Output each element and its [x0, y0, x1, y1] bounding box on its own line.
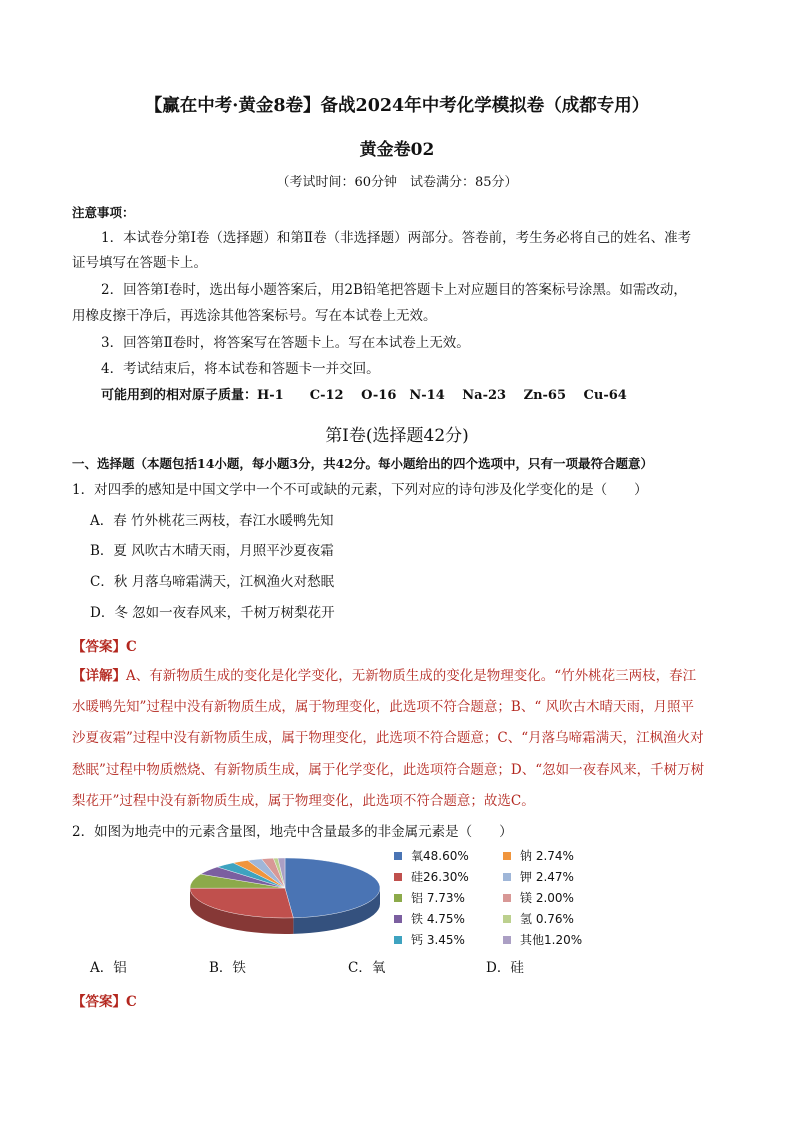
q1-answer: 【答案】C	[72, 639, 137, 655]
legend-label: 氢 0.76%	[520, 912, 574, 926]
notice-item-2-line-1: 2．回答第Ⅰ卷时，选出每小题答案后，用2B铅笔把答题卡上对应题目的答案标号涂黑。如需改动，	[101, 282, 687, 298]
notice-item-3: 3．回答第Ⅱ卷时，将答案写在答题卡上。写在本试卷上无效。	[101, 335, 470, 351]
exam-info: （考试时间：60分钟 试卷满分：85分）	[276, 175, 518, 190]
q1-detail-line-5: 梨花开”过程中没有新物质生成，属于物理变化，此选项不符合题意；故选C。	[72, 793, 535, 809]
legend-swatch	[394, 915, 402, 923]
legend-label: 硅26.30%	[411, 870, 469, 884]
legend-label: 氧48.60%	[411, 849, 469, 863]
notice-item-1-line-2: 证号填写在答题卡上。	[72, 255, 207, 271]
legend-entry	[394, 868, 469, 885]
legend-entry	[394, 931, 465, 948]
legend-label: 钠 2.74%	[520, 849, 574, 863]
q2-option-c: C．氧	[348, 960, 386, 976]
notice-item-1-line-1: 1．本试卷分第Ⅰ卷（选择题）和第Ⅱ卷（非选择题）两部分。答卷前，考生务必将自己的姓名、准考	[101, 230, 692, 246]
q1-detail-line-4: 愁眠”过程中物质燃烧、有新物质生成，属于化学变化，此选项符合题意；D、“忽如一夜春风来，千树万树	[72, 762, 705, 778]
q1-detail-line-3: 沙夏夜霜”过程中没有新物质生成，属于物理变化，此选项不符合题意；C、“月落乌啼霜满天，江枫渔火对	[72, 730, 704, 746]
legend-label: 铝 7.73%	[411, 891, 465, 905]
legend-label: 钙 3.45%	[411, 933, 465, 947]
q1-stem: 1．对四季的感知是中国文学中一个不可或缺的元素，下列对应的诗句涉及化学变化的是（ ）	[72, 482, 648, 498]
q1-detail-line-2: 水暖鸭先知”过程中没有新物质生成，属于物理变化，此选项不符合题意；B、“ 风吹古木晴天雨，月照平	[72, 699, 695, 715]
legend-swatch	[394, 936, 402, 944]
legend-swatch	[394, 894, 402, 902]
q2-stem: 2．如图为地壳中的元素含量图，地壳中含量最多的非金属元素是（ ）	[72, 824, 513, 840]
q1-detail-text-1: A、有新物质生成的变化是化学变化，无新物质生成的变化是物理变化。“竹外桃花三两枝，春江	[126, 668, 697, 684]
legend-entry	[394, 847, 469, 864]
q1-option-a: A．春 竹外桃花三两枝，春江水暖鸭先知	[90, 513, 334, 529]
notice-item-4: 4．考试结束后，将本试卷和答题卡一并交回。	[101, 361, 380, 377]
legend-swatch	[394, 873, 402, 881]
legend-swatch	[503, 915, 511, 923]
q1-detail-label: 【详解】	[72, 668, 126, 684]
q2-option-d: D．硅	[486, 960, 524, 976]
legend-swatch	[503, 894, 511, 902]
legend-label: 其他1.20%	[520, 933, 583, 947]
exam-title: 【赢在中考·黄金8卷】备战2024年中考化学模拟卷（成都专用）	[144, 96, 650, 116]
legend-swatch	[503, 936, 511, 944]
notice-heading: 注意事项：	[72, 205, 135, 220]
q2-option-a: A．铝	[90, 960, 127, 976]
q2-answer: 【答案】C	[72, 994, 137, 1010]
legend-swatch	[503, 873, 511, 881]
legend-label: 铁 4.75%	[411, 912, 465, 926]
atomic-mass-line: 可能用到的相对原子质量：H-1 C-12 O-16 N-14 Na-23 Zn-65 Cu-64	[101, 388, 627, 403]
element-content-pie-chart	[180, 850, 390, 950]
legend-swatch	[394, 852, 402, 860]
legend-entry	[503, 931, 582, 948]
legend-entry	[503, 889, 574, 906]
q2-option-b: B．铁	[209, 960, 246, 976]
q1-option-b: B．夏 风吹古木晴天雨，月照平沙夏夜霜	[90, 543, 334, 559]
notice-item-2-line-2: 用橡皮擦干净后，再选涂其他答案标号。写在本试卷上无效。	[72, 308, 437, 324]
legend-label: 镁 2.00%	[520, 891, 574, 905]
legend-entry	[394, 910, 465, 927]
section-instruction: 一、选择题（本题包括14小题，每小题3分，共42分。每小题给出的四个选项中，只有一项最符合题意）	[72, 456, 653, 471]
q1-option-c: C．秋 月落乌啼霜满天，江枫渔火对愁眠	[90, 574, 335, 590]
legend-swatch	[503, 852, 511, 860]
section-title: 第Ⅰ卷(选择题42分)	[325, 426, 469, 446]
legend-entry	[503, 910, 574, 927]
legend-label: 钾 2.47%	[520, 870, 574, 884]
legend-entry	[394, 889, 465, 906]
legend-entry	[503, 847, 574, 864]
legend-entry	[503, 868, 574, 885]
q1-detail-line-1	[72, 666, 696, 686]
q1-option-d: D．冬 忽如一夜春风来，千树万树梨花开	[90, 605, 335, 621]
paper-subtitle: 黄金卷02	[359, 140, 435, 160]
